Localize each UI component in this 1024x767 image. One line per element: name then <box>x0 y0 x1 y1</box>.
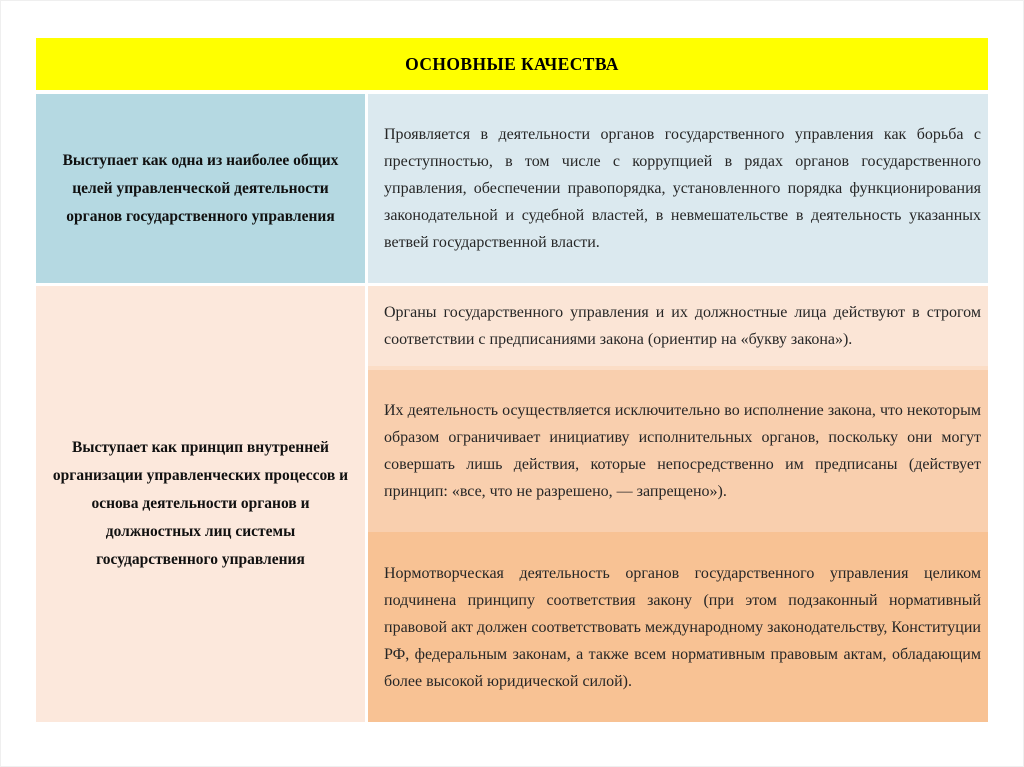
right-cell-strict-compliance <box>368 286 988 366</box>
qualities-table <box>36 38 988 722</box>
right-cell-stack <box>368 286 988 722</box>
table-row <box>36 94 988 283</box>
left-cell-goal <box>36 94 365 283</box>
right-cell-execution-of-law <box>368 366 988 532</box>
left-cell-principle-text: Выступает как принцип внутренней организации управленческих процессов и основа деятельности органов и должностных лиц системы государственного управления <box>52 439 349 568</box>
right-cell-rulemaking-text: Нормотворческая деятельность органов государственного управления целиком подчинена принципу соответствия закону (при этом подзаконный нормативный правовой акт должен соответствовать международному законодательству, Конституции РФ, федеральным законам, а также всем нормативным правовым актам, обладающим более высокой юридической силой). <box>384 564 981 690</box>
table-header-cell <box>36 38 988 90</box>
right-cell-execution-of-law-text: Их деятельность осуществляется исключительно во исполнение закона, что некоторым образом ограничивает инициативу исполнительных органов, поскольку они могут совершать лишь действия, которые непосредственно им предписаны (действует принцип: «все, что не разрешено, — запрещено»). <box>384 402 981 500</box>
left-cell-principle <box>36 286 365 722</box>
left-cell-goal-text: Выступает как одна из наиболее общих целей управленческой деятельности органов государственного управления <box>62 151 339 225</box>
table-row <box>36 286 988 722</box>
right-cell-strict-compliance-text: Органы государственного управления и их должностные лица действуют в строгом соответствии с предписаниями закона (ориентир на «букву закона»). <box>384 304 981 348</box>
right-cell-rulemaking <box>368 532 988 722</box>
right-cell-manifestation <box>368 94 988 283</box>
right-cell-manifestation-text: Проявляется в деятельности органов государственного управления как борьба с преступностью, в том числе с коррупцией в рядах органов государственного управления, обеспечении правопорядка, установленного порядка функционирования законодательной и судебной властей, в невмешательстве в деятельность указанных ветвей государственной власти. <box>384 126 981 251</box>
table-title: ОСНОВНЫЕ КАЧЕСТВА <box>405 53 619 74</box>
